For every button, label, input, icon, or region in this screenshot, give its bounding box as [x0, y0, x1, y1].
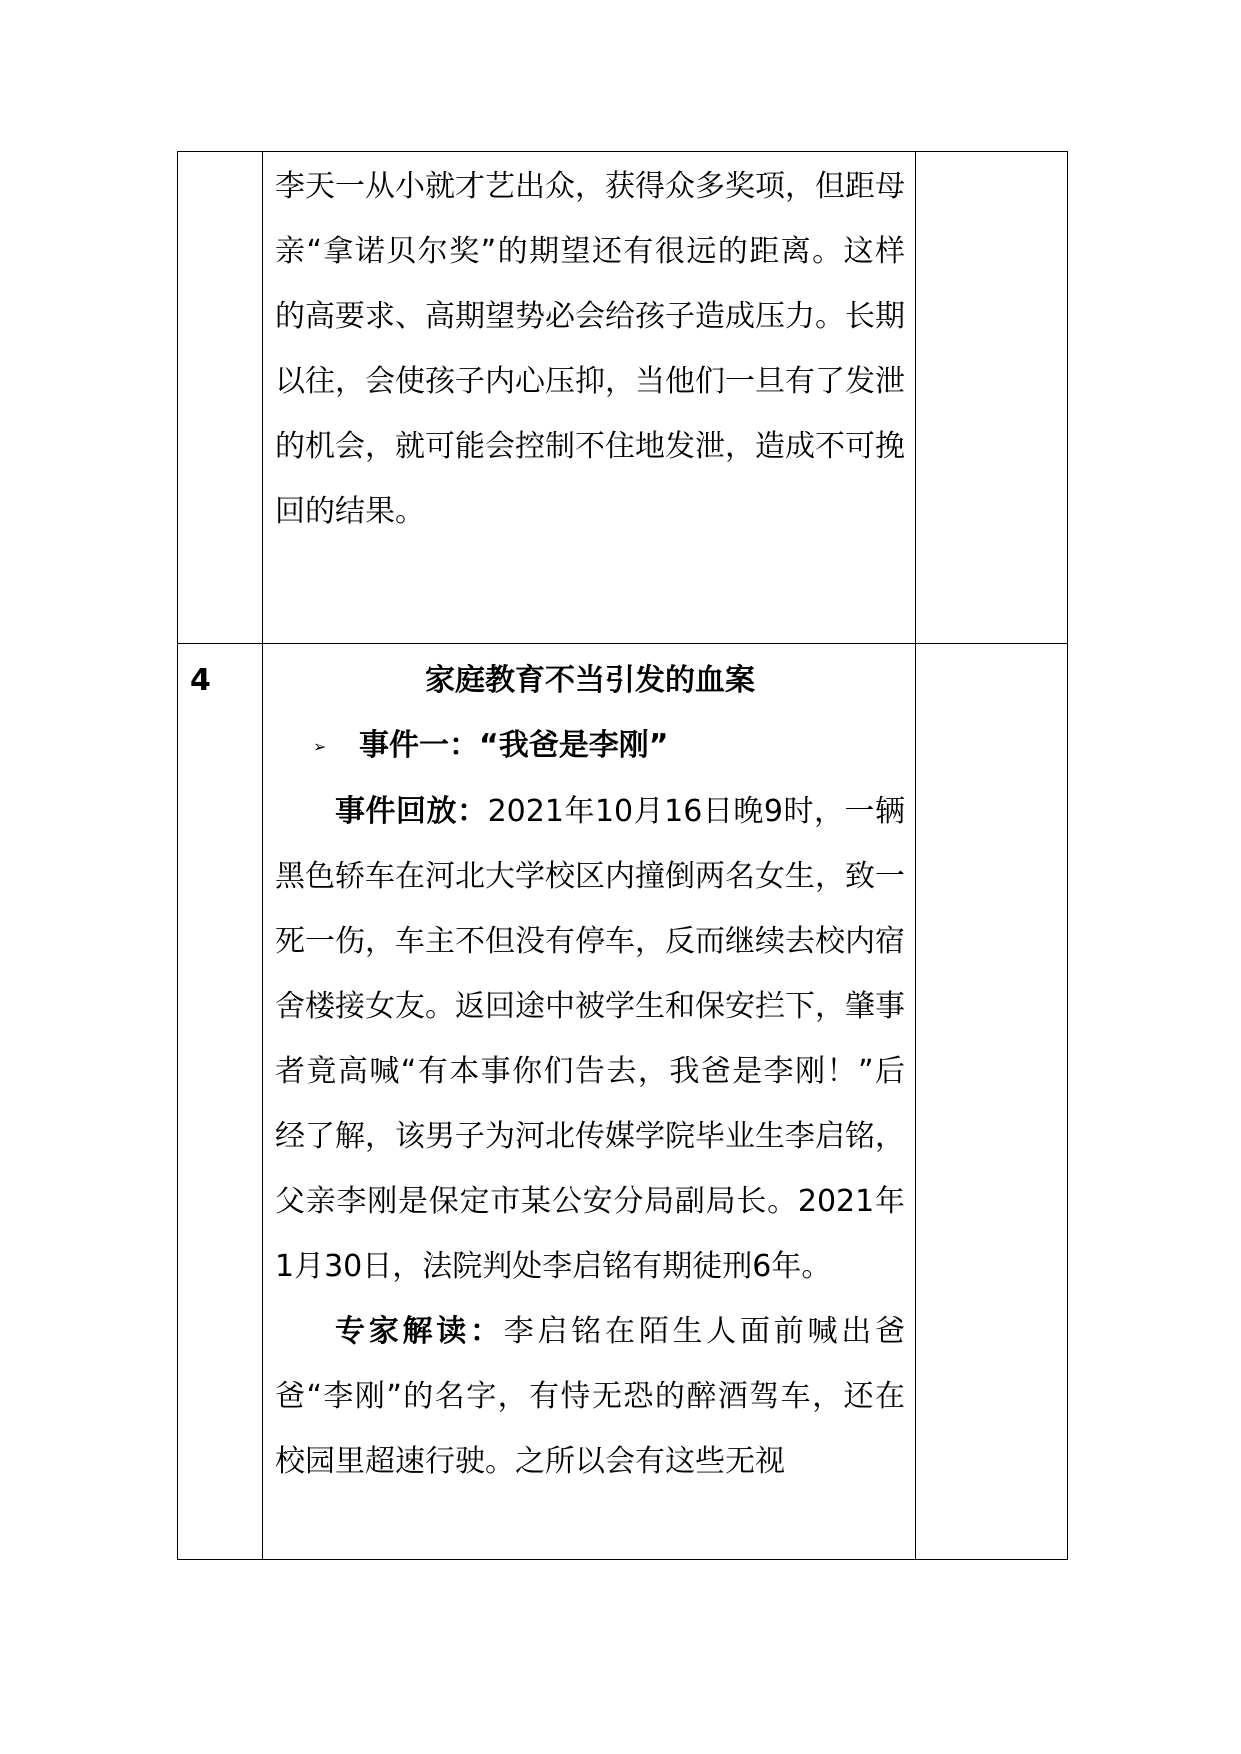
side-cell — [916, 644, 1068, 1560]
expert-paragraph — [275, 1299, 905, 1494]
row-number: 4 — [190, 663, 211, 698]
expert-label: 专家解读： — [335, 1314, 504, 1349]
number-cell — [178, 644, 263, 1560]
replay-label: 事件回放： — [335, 794, 488, 829]
event-title-text: 事件一：“我爸是李刚” — [359, 728, 669, 763]
table-row — [178, 152, 1068, 644]
table-row — [178, 644, 1068, 1560]
expert-text: 李启铭在陌生人面前喊出爸爸“李刚”的名字，有恃无恐的醉酒驾车，还在校园里超速行驶。之所以会有这些无视 — [275, 1314, 905, 1479]
document-table — [177, 151, 1068, 1560]
content-cell — [263, 644, 916, 1560]
continued-paragraph: 李天一从小就才艺出众，获得众多奖项，但距母亲“拿诺贝尔奖”的期望还有很远的距离。这样的高要求、高期望势必会给孩子造成压力。长期以往，会使孩子内心压抑，当他们一旦有了发泄的机会，就可能会控制不住地发泄，造成不可挽回的结果。 — [275, 169, 905, 529]
replay-text: 2021年10月16日晚9时，一辆黑色轿车在河北大学校区内撞倒两名女生，致一死一伤，车主不但没有停车，反而继续去校内宿舍楼接女友。返回途中被学生和保安拦下，肇事者竟高喊“有本事你们告去，我爸是李刚！”后经了解，该男子为河北传媒学院毕业生李启铭，父亲李刚是保定市某公安分局副局长。2021年1月30日，法院判处李启铭有期徒刑6年。 — [275, 794, 905, 1284]
content-cell — [263, 152, 916, 644]
side-cell — [916, 152, 1068, 644]
event-replay-paragraph — [275, 779, 905, 1299]
event-title — [275, 713, 905, 779]
number-cell — [178, 152, 263, 644]
arrow-bullet-icon: ➢ — [313, 737, 327, 756]
section-heading: 家庭教育不当引发的血案 — [425, 663, 755, 698]
